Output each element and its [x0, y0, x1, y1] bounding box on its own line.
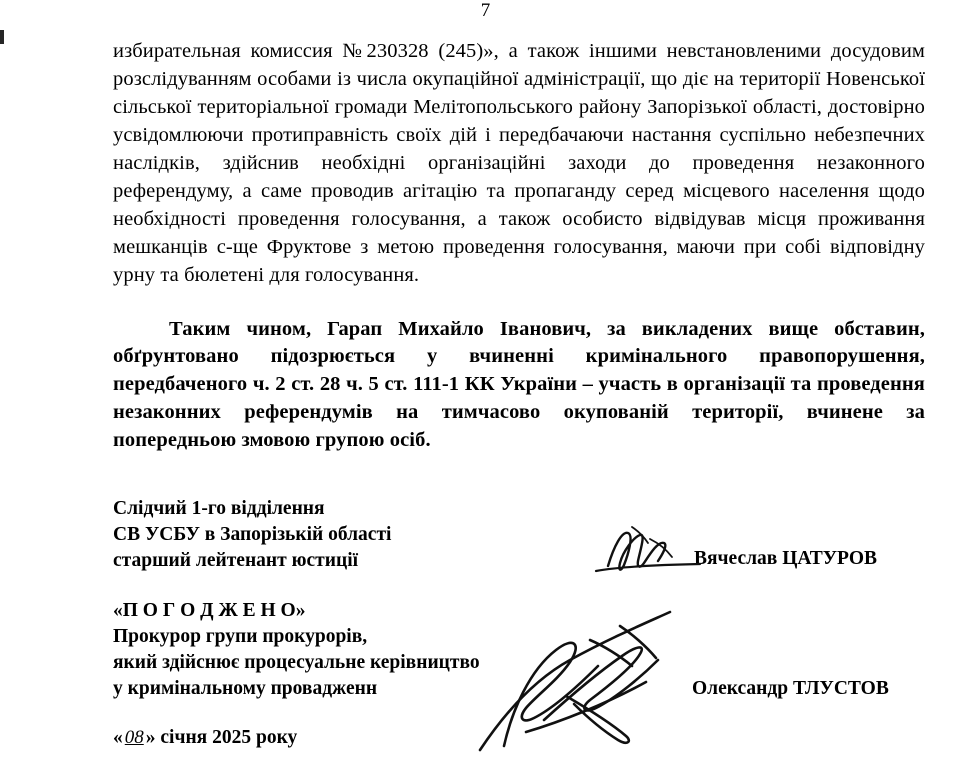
prosecutor-name: Олександр ТЛУСТОВ [692, 678, 889, 699]
investigator-line-3: старший лейтенант юстиції [113, 549, 359, 571]
date-line [113, 727, 297, 749]
paragraph-spacer [113, 290, 925, 316]
paragraph-main: избирательная комиссия №230328 (245)», а також іншими невстановленими досудовим розслідуванням особами із числа окупаційної адміністрації, що діє на території Новенської сільської територіальної громади Мелітопольського району Запорізької області, достовірно усвідомлюючи протиправність своїх дій і передбачаючи настання суспільно небезпечних наслідків, здійснив необхідні організаційні заходи до проведення незаконного референдуму, а саме проводив агітацію та пропаганду серед місцевого населення щодо необхідності проведення голосування, а також особисто відвідував місця проживання мешканців с-ще Фруктове з метою проведення голосування, маючи при собі відповідну урну та бюлетені для голосування. [113, 40, 925, 286]
approval-line-3: у кримінальному провадженн [113, 677, 378, 699]
document-body [113, 38, 925, 455]
page-number: 7 [480, 0, 491, 21]
investigator-name: Вячеслав ЦАТУРОВ [694, 548, 878, 569]
investigator-line-2: СВ УСБУ в Запорізькій області [113, 523, 392, 545]
paragraph-conclusion-text: Таким чином, Гарап Михайло Іванович, за викладених вище обставин, обґрунтовано підозрюється у вчиненні кримінального правопорушення, передбаченого ч. 2 ст. 28 ч. 5 ст. 111-1 КК України – участь в організації та проведення незаконних референдумів на тимчасово окупованій території, вчинене за попередньою змовою групою осіб. [113, 317, 925, 451]
approval-line-2: який здійснює процесуальне керівництво [113, 651, 480, 673]
page-edge-artifact [0, 30, 4, 44]
approval-line-1: Прокурор групи прокурорів, [113, 625, 368, 647]
paragraph-conclusion [113, 316, 925, 455]
approval-heading: «П О Г О Д Ж Е Н О» [113, 600, 306, 621]
date-day-handwritten: 08 [124, 727, 144, 748]
date-suffix: » січня 2025 року [145, 727, 298, 748]
investigator-line-1: Слідчий 1-го відділення [113, 498, 325, 519]
date-prefix: « [113, 727, 123, 748]
